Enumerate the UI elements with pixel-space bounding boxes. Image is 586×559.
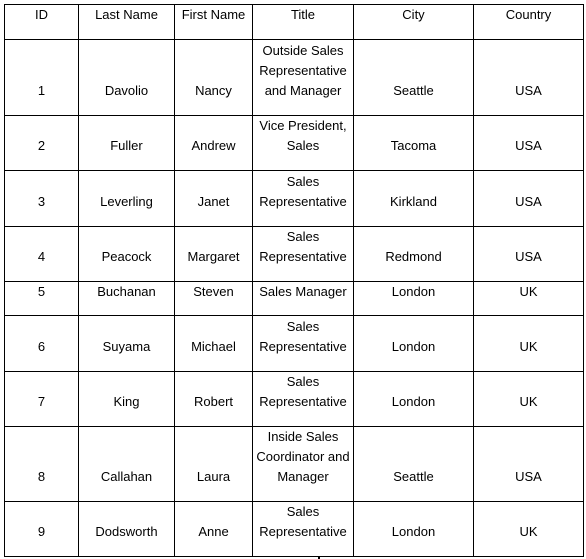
cell-city: London — [354, 282, 474, 316]
cell-last-name: Buchanan — [79, 282, 175, 316]
cell-first-name: Steven — [175, 282, 253, 316]
table-row — [5, 502, 584, 557]
table-row — [5, 427, 584, 502]
cell-city: London — [354, 316, 474, 372]
cell-first-name: Michael — [175, 316, 253, 372]
cell-city: Seattle — [354, 427, 474, 502]
cell-id: 6 — [5, 316, 79, 372]
cell-first-name: Janet — [175, 171, 253, 227]
cell-last-name: King — [79, 372, 175, 427]
cell-country: UK — [474, 372, 584, 427]
cell-first-name: Robert — [175, 372, 253, 427]
table-row — [5, 171, 584, 227]
cell-title: Sales Representative — [253, 502, 354, 557]
header-row — [5, 5, 584, 40]
table-row — [5, 116, 584, 171]
cell-country: UK — [474, 316, 584, 372]
header-country: Country — [474, 5, 584, 40]
cell-title: Vice President, Sales — [253, 116, 354, 171]
cell-last-name: Fuller — [79, 116, 175, 171]
header-id: ID — [5, 5, 79, 40]
cell-first-name: Nancy — [175, 40, 253, 116]
cell-country: USA — [474, 116, 584, 171]
cell-id: 2 — [5, 116, 79, 171]
cell-country: USA — [474, 427, 584, 502]
cell-title: Sales Representative — [253, 171, 354, 227]
cell-city: Kirkland — [354, 171, 474, 227]
table-row — [5, 40, 584, 116]
header-city: City — [354, 5, 474, 40]
cell-id: 1 — [5, 40, 79, 116]
cell-city: Redmond — [354, 227, 474, 282]
cell-last-name: Suyama — [79, 316, 175, 372]
cell-last-name: Dodsworth — [79, 502, 175, 557]
cell-city: Tacoma — [354, 116, 474, 171]
cell-title: Outside Sales Representative and Manager — [253, 40, 354, 116]
cell-id: 4 — [5, 227, 79, 282]
cell-city: Seattle — [354, 40, 474, 116]
cell-title: Inside Sales Coordinator and Manager — [253, 427, 354, 502]
cell-country: UK — [474, 282, 584, 316]
cell-id: 5 — [5, 282, 79, 316]
table-row — [5, 372, 584, 427]
cell-country: USA — [474, 171, 584, 227]
cell-title: Sales Representative — [253, 316, 354, 372]
cell-first-name: Andrew — [175, 116, 253, 171]
cell-id: 9 — [5, 502, 79, 557]
cell-first-name: Anne — [175, 502, 253, 557]
table-row — [5, 316, 584, 372]
header-title: Title — [253, 5, 354, 40]
cell-city: London — [354, 502, 474, 557]
cell-first-name: Laura — [175, 427, 253, 502]
cell-id: 8 — [5, 427, 79, 502]
cell-last-name: Leverling — [79, 171, 175, 227]
employee-table — [4, 4, 584, 557]
cell-country: USA — [474, 40, 584, 116]
cell-first-name: Margaret — [175, 227, 253, 282]
cell-last-name: Peacock — [79, 227, 175, 282]
cell-city: London — [354, 372, 474, 427]
header-first-name: First Name — [175, 5, 253, 40]
table-row — [5, 227, 584, 282]
table-row — [5, 282, 584, 316]
cell-id: 7 — [5, 372, 79, 427]
cell-id: 3 — [5, 171, 79, 227]
cell-last-name: Davolio — [79, 40, 175, 116]
cell-title: Sales Manager — [253, 282, 354, 316]
cell-last-name: Callahan — [79, 427, 175, 502]
header-last-name: Last Name — [79, 5, 175, 40]
cell-title: Sales Representative — [253, 227, 354, 282]
cell-country: UK — [474, 502, 584, 557]
cell-country: USA — [474, 227, 584, 282]
cell-title: Sales Representative — [253, 372, 354, 427]
